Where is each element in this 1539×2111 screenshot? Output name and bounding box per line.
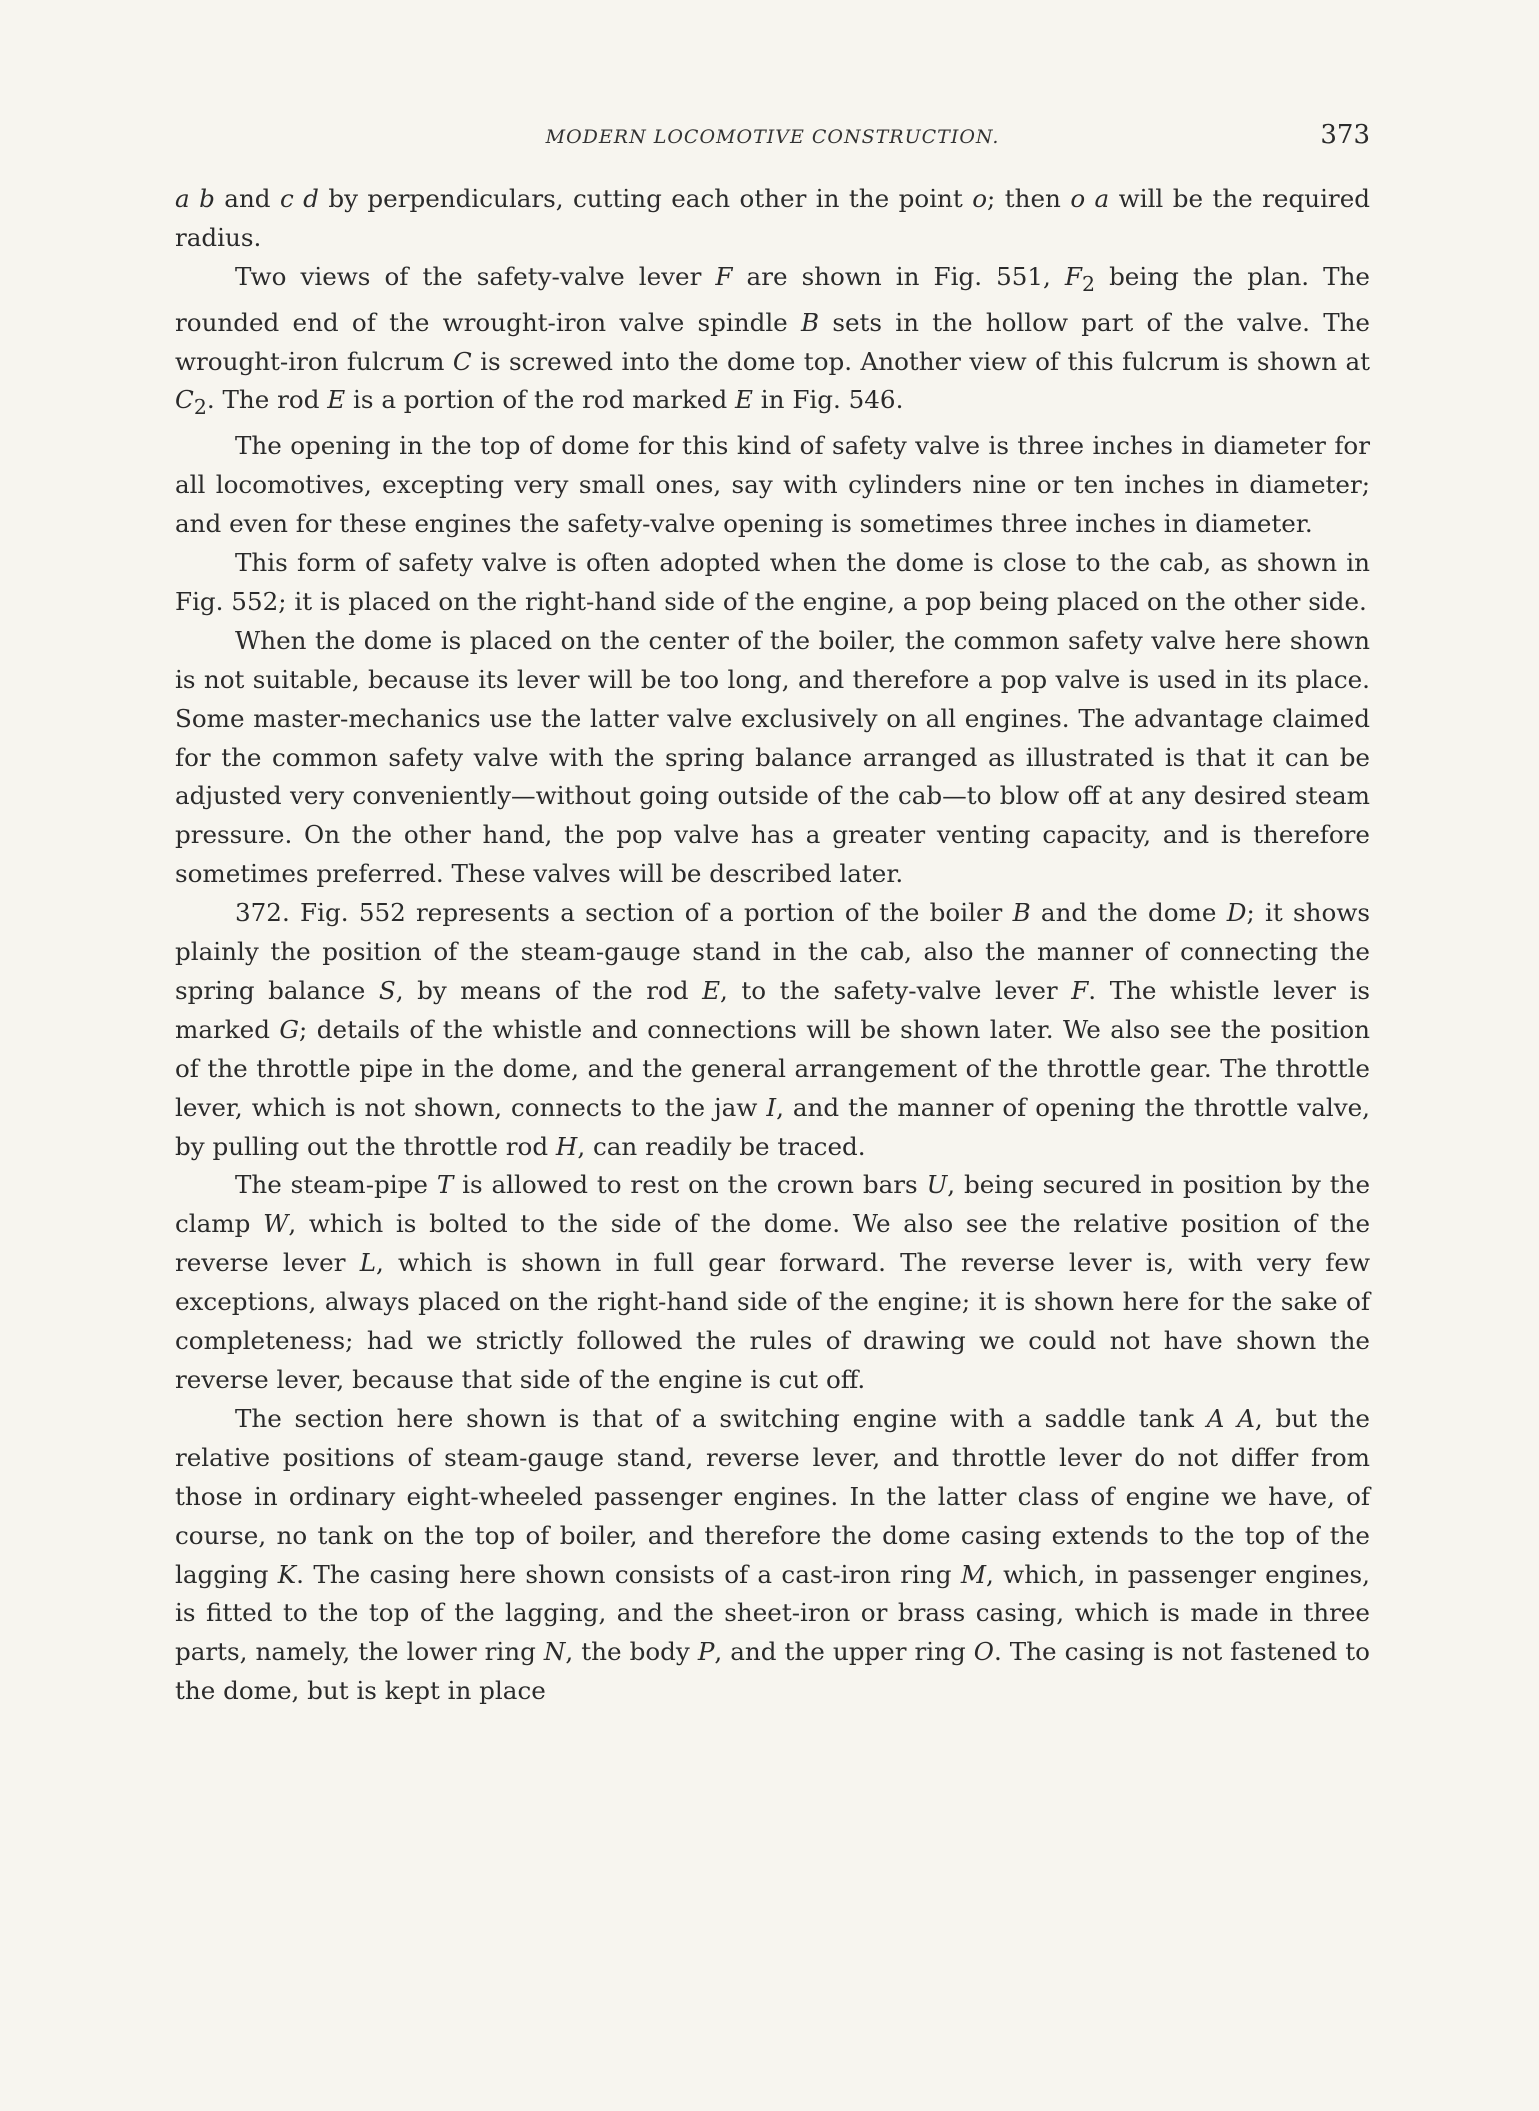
paragraph	[175, 622, 1370, 894]
text-run: ; then	[987, 184, 1071, 213]
italic-letter: A A	[1206, 1403, 1255, 1433]
italic-letter: L	[359, 1248, 377, 1278]
paragraph	[175, 1400, 1370, 1711]
text-run: 372. Fig. 552 represents a section of a portion of the boiler	[235, 898, 1013, 928]
italic-letter: E	[327, 385, 346, 415]
italic-letter: E	[702, 975, 721, 1005]
italic-letter: U	[926, 1170, 948, 1200]
text-run: are shown in Fig. 551,	[732, 261, 1065, 291]
text-run: When the dome is placed on the center of the boiler, the common safety valve here shown is not suitable, because its lever will be too long, and therefore a pop valve is used in its place. Some master-mechanics use the latter valve exclusively on all engines. The advantage claimed for the common safety valve with the spring balance arranged as illustrated is that it can be adjusted very conveniently—without going outside of the cab—to blow off at any desired steam pressure. On the other hand, the pop valve has a greater venting capacity, and is therefore sometimes preferred. These valves will be described later.	[175, 625, 1370, 889]
text-run: The section here shown is that of a switching engine with a saddle tank	[235, 1403, 1207, 1433]
paragraph	[175, 258, 1370, 427]
italic-letter: B	[801, 307, 820, 337]
text-run: in Fig. 546.	[752, 385, 904, 415]
text-run: . The rod	[206, 385, 328, 415]
text-run: , which is bolted to the side of the dome. We also see the relative position of the reverse lever	[175, 1209, 1371, 1278]
text-run: and	[214, 184, 280, 213]
text-run: , and the manner of opening the throttle valve, by pulling out the throttle rod	[175, 1092, 1370, 1161]
text-run: . The whistle lever is marked	[175, 975, 1370, 1044]
subscript: 2	[193, 395, 207, 420]
text-run: Two views of the safety-valve lever	[235, 261, 716, 291]
text-run: . The casing here shown consists of a cast-iron ring	[296, 1559, 961, 1589]
italic-letter: D	[1226, 898, 1247, 928]
text-run: will be the required radius.	[175, 184, 1370, 252]
text-run: , and the upper ring	[714, 1637, 974, 1667]
subscript: 2	[1081, 271, 1096, 296]
italic-letter: F	[715, 261, 733, 291]
running-head	[175, 118, 1370, 158]
text-run: , by means of the rod	[395, 975, 703, 1005]
italic-letter: C	[452, 346, 472, 376]
text-run: and the dome	[1030, 898, 1227, 928]
page-number: 373	[1320, 120, 1370, 150]
italic-letter: K	[277, 1559, 297, 1589]
text-run: The opening in the top of dome for this kind of safety valve is three inches in diameter for all locomotives, excepting very small ones, say with cylinders nine or ten inches in diameter; and even for these engines the safety-valve opening is sometimes three inches in diameter.	[175, 431, 1370, 539]
italic-letter: O	[973, 1637, 994, 1667]
body-text	[175, 180, 1370, 1711]
text-run: This form of safety valve is often adopted when the dome is close to the cab, as shown in Fig. 552; it is placed on the right-hand side of the engine, a pop being placed on the other side.	[175, 547, 1370, 616]
paragraph	[175, 894, 1370, 1166]
italic-letter: o a	[1070, 184, 1110, 213]
italic-letter: T	[436, 1170, 454, 1200]
text-run: is screwed into the dome top. Another view of this fulcrum is shown at	[471, 346, 1371, 376]
italic-letter: I	[766, 1092, 777, 1122]
text-run: by perpendiculars, cutting each other in the point	[318, 184, 973, 213]
text-run: , can readily be traced.	[577, 1131, 866, 1161]
italic-letter: W	[263, 1209, 289, 1239]
text-run: , which is shown in full gear forward. The reverse lever is, with very few exceptions, always placed on the right-hand side of the engine; it is shown here for the sake of completeness; had we strictly followed the rules of drawing we could not have shown the reverse lever, because that side of the engine is cut off.	[175, 1248, 1371, 1394]
italic-letter: c d	[279, 184, 319, 213]
italic-letter: S	[378, 975, 396, 1005]
italic-letter: o	[972, 184, 988, 213]
text-run: . The casing is not fastened to the dome, but is kept in place	[175, 1637, 1370, 1706]
italic-letter: B	[1012, 898, 1031, 928]
text-run: The steam-pipe	[235, 1170, 437, 1200]
text-run: ; details of the whistle and connections will be shown later. We also see the position of the throttle pipe in the dome, and the general arrangement of the throttle gear. The throttle lever, which is not shown, connects to the jaw	[175, 1014, 1370, 1122]
italic-letter: P	[697, 1637, 715, 1667]
paragraph	[175, 427, 1370, 544]
italic-letter: a b	[175, 184, 215, 213]
italic-letter: G	[279, 1014, 300, 1044]
text-run: , to the safety-valve lever	[720, 975, 1072, 1005]
text-run: , being secured in position by the clamp	[175, 1170, 1370, 1239]
paragraph	[175, 1166, 1370, 1399]
text-run: sets in the hollow part of the valve. The wrought-iron fulcrum	[175, 307, 1370, 376]
italic-letter: N	[543, 1637, 566, 1667]
text-run: is a portion of the rod marked	[345, 385, 736, 415]
paragraph	[175, 544, 1370, 622]
text-run: , but the relative positions of steam-gauge stand, reverse lever, and throttle lever do not differ from those in ordinary eight-wheeled passenger engines. In the latter class of engine we have, of course, no tank on the top of boiler, and therefore the dome casing extends to the top of the lagging	[175, 1403, 1370, 1589]
italic-letter: E	[735, 385, 753, 415]
running-title: MODERN LOCOMOTIVE CONSTRUCTION.	[545, 126, 1000, 148]
text-run: , which, in passenger engines, is fitted to the top of the lagging, and the sheet-iron or brass casing, which is made in three parts, namely, the lower ring	[175, 1559, 1370, 1667]
book-page	[175, 118, 1370, 1711]
text-run: , the body	[565, 1637, 698, 1667]
text-run: being the plan. The rounded end of the wrought-iron valve spindle	[175, 261, 1370, 337]
italic-letter: F	[1064, 261, 1082, 291]
text-run: is allowed to rest on the crown bars	[453, 1170, 927, 1200]
italic-letter: C	[175, 385, 194, 415]
italic-letter: M	[960, 1559, 987, 1589]
italic-letter: H	[555, 1131, 578, 1161]
paragraph	[175, 180, 1370, 258]
italic-letter: F	[1071, 975, 1089, 1005]
text-run: ; it shows plainly the position of the steam-gauge stand in the cab, also the manner of connecting the spring balance	[175, 898, 1370, 1005]
